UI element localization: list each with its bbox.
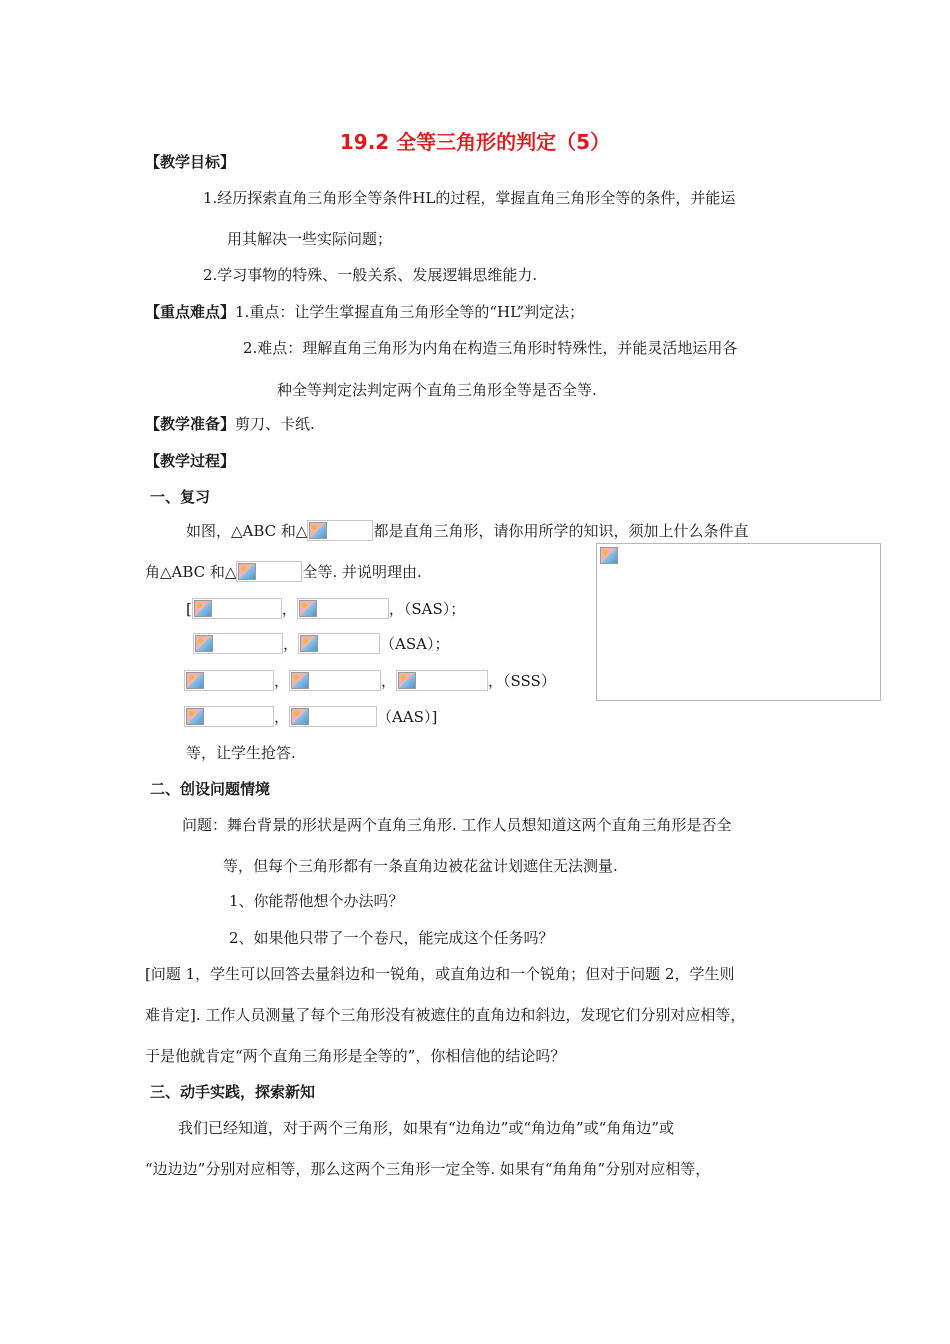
key-points-line-1 — [145, 302, 584, 322]
condition-image-placeholder — [297, 598, 389, 619]
key-point-1: 1.重点：让学生掌握直角三角形全等的“HL”判定法； — [235, 303, 585, 321]
situation-note-line-2: 难肯定]. 工作人员测量了每个三角形没有被遮住的直角边和斜边，发现它们分别对应相等， — [145, 1006, 746, 1024]
prep-line — [145, 414, 315, 434]
broken-image-icon — [398, 672, 416, 689]
situation-problem-line-1: 问题：舞台背景的形状是两个直角三角形. 工作人员想知道这两个直角三角形是否全 — [182, 816, 732, 834]
figure-image-placeholder — [596, 543, 881, 701]
condition-image-placeholder — [193, 633, 283, 654]
separator-comma: ， — [281, 600, 297, 618]
review-q1-a: 如图，△ABC 和△ — [186, 522, 308, 540]
prep-text: 剪刀、卡纸. — [235, 415, 315, 433]
triangle-image-placeholder — [236, 561, 302, 582]
goal-1-line-2: 用其解决一些实际问题； — [227, 230, 393, 248]
answer-row-aas — [184, 706, 437, 727]
broken-image-icon — [600, 547, 618, 564]
separator-comma: ， — [381, 672, 397, 690]
goal-2: 2.学习事物的特殊、一般关系、发展逻辑思维能力. — [203, 266, 538, 284]
broken-image-icon — [300, 635, 318, 652]
broken-image-icon — [299, 600, 317, 617]
condition-image-placeholder — [192, 598, 282, 619]
key-point-2-line-2: 种全等判定法判定两个直角三角形全等是否全等. — [277, 381, 597, 399]
aas-label: （AAS）] — [377, 708, 438, 726]
triangle-image-placeholder — [307, 520, 373, 541]
separator-comma: ， — [274, 672, 290, 690]
answer-row-sss — [184, 670, 556, 691]
goals-heading: 【教学目标】 — [145, 153, 236, 171]
broken-image-icon — [195, 635, 213, 652]
key-points-heading: 【重点难点】 — [145, 303, 236, 321]
broken-image-icon — [186, 672, 204, 689]
process-heading: 【教学过程】 — [145, 452, 236, 470]
condition-image-placeholder — [184, 706, 274, 727]
separator-comma: ， — [283, 635, 299, 653]
answer-row-sas — [186, 598, 465, 619]
prep-heading: 【教学准备】 — [145, 415, 236, 433]
asa-label: （ASA）； — [380, 635, 450, 653]
separator-comma: ， — [274, 708, 290, 726]
situation-question-2: 2、如果他只带了一个卷尺，能完成这个任务吗？ — [229, 929, 554, 947]
bracket-open: [ — [186, 600, 192, 618]
broken-image-icon — [186, 708, 204, 725]
broken-image-icon — [291, 708, 309, 725]
review-q1-b: 都是直角三角形，请你用所学的知识，须加上什么条件直 — [373, 522, 749, 540]
practice-line-1: 我们已经知道，对于两个三角形，如果有“边角边”或“角边角”或“角角边”或 — [178, 1119, 675, 1137]
review-question-line-1 — [186, 520, 748, 541]
review-question-line-2 — [145, 561, 422, 582]
condition-image-placeholder — [298, 633, 380, 654]
broken-image-icon — [291, 672, 309, 689]
review-ending: 等，让学生抢答. — [186, 744, 296, 762]
practice-line-2: “边边边”分别对应相等，那么这两个三角形一定全等. 如果有“角角角”分别对应相等， — [145, 1160, 711, 1178]
broken-image-icon — [309, 522, 327, 539]
situation-note-line-1: [问题 1，学生可以回答去量斜边和一锐角，或直角边和一个锐角；但对于问题 2，学生则 — [145, 965, 735, 983]
review-q2-b: 全等. 并说明理由. — [302, 563, 422, 581]
situation-heading: 二、创设问题情境 — [150, 780, 271, 798]
answer-row-asa — [193, 633, 449, 654]
sss-label: ，（SSS） — [488, 672, 556, 690]
page-title: 19.2 全等三角形的判定（5） — [339, 130, 611, 154]
condition-image-placeholder — [289, 670, 381, 691]
sas-label: ，（SAS）； — [388, 600, 466, 618]
situation-problem-line-2: 等，但每个三角形都有一条直角边被花盆计划遮住无法测量. — [223, 857, 618, 875]
condition-image-placeholder — [184, 670, 274, 691]
practice-heading: 三、动手实践，探索新知 — [150, 1083, 316, 1101]
condition-image-placeholder — [289, 706, 377, 727]
goal-1-line-1: 1.经历探索直角三角形全等条件HL的过程，掌握直角三角形全等的条件，并能运 — [203, 189, 736, 207]
broken-image-icon — [238, 563, 256, 580]
situation-question-1: 1、你能帮他想个办法吗？ — [229, 892, 404, 910]
broken-image-icon — [194, 600, 212, 617]
review-q2-a: 角△ABC 和△ — [145, 563, 237, 581]
key-point-2-line-1: 2.难点：理解直角三角形为内角在构造三角形时特殊性，并能灵活地运用各 — [243, 339, 738, 357]
review-heading: 一、复习 — [150, 488, 211, 506]
condition-image-placeholder — [396, 670, 488, 691]
situation-note-line-3: 于是他就肯定“两个直角三角形是全等的”，你相信他的结论吗？ — [145, 1047, 566, 1065]
